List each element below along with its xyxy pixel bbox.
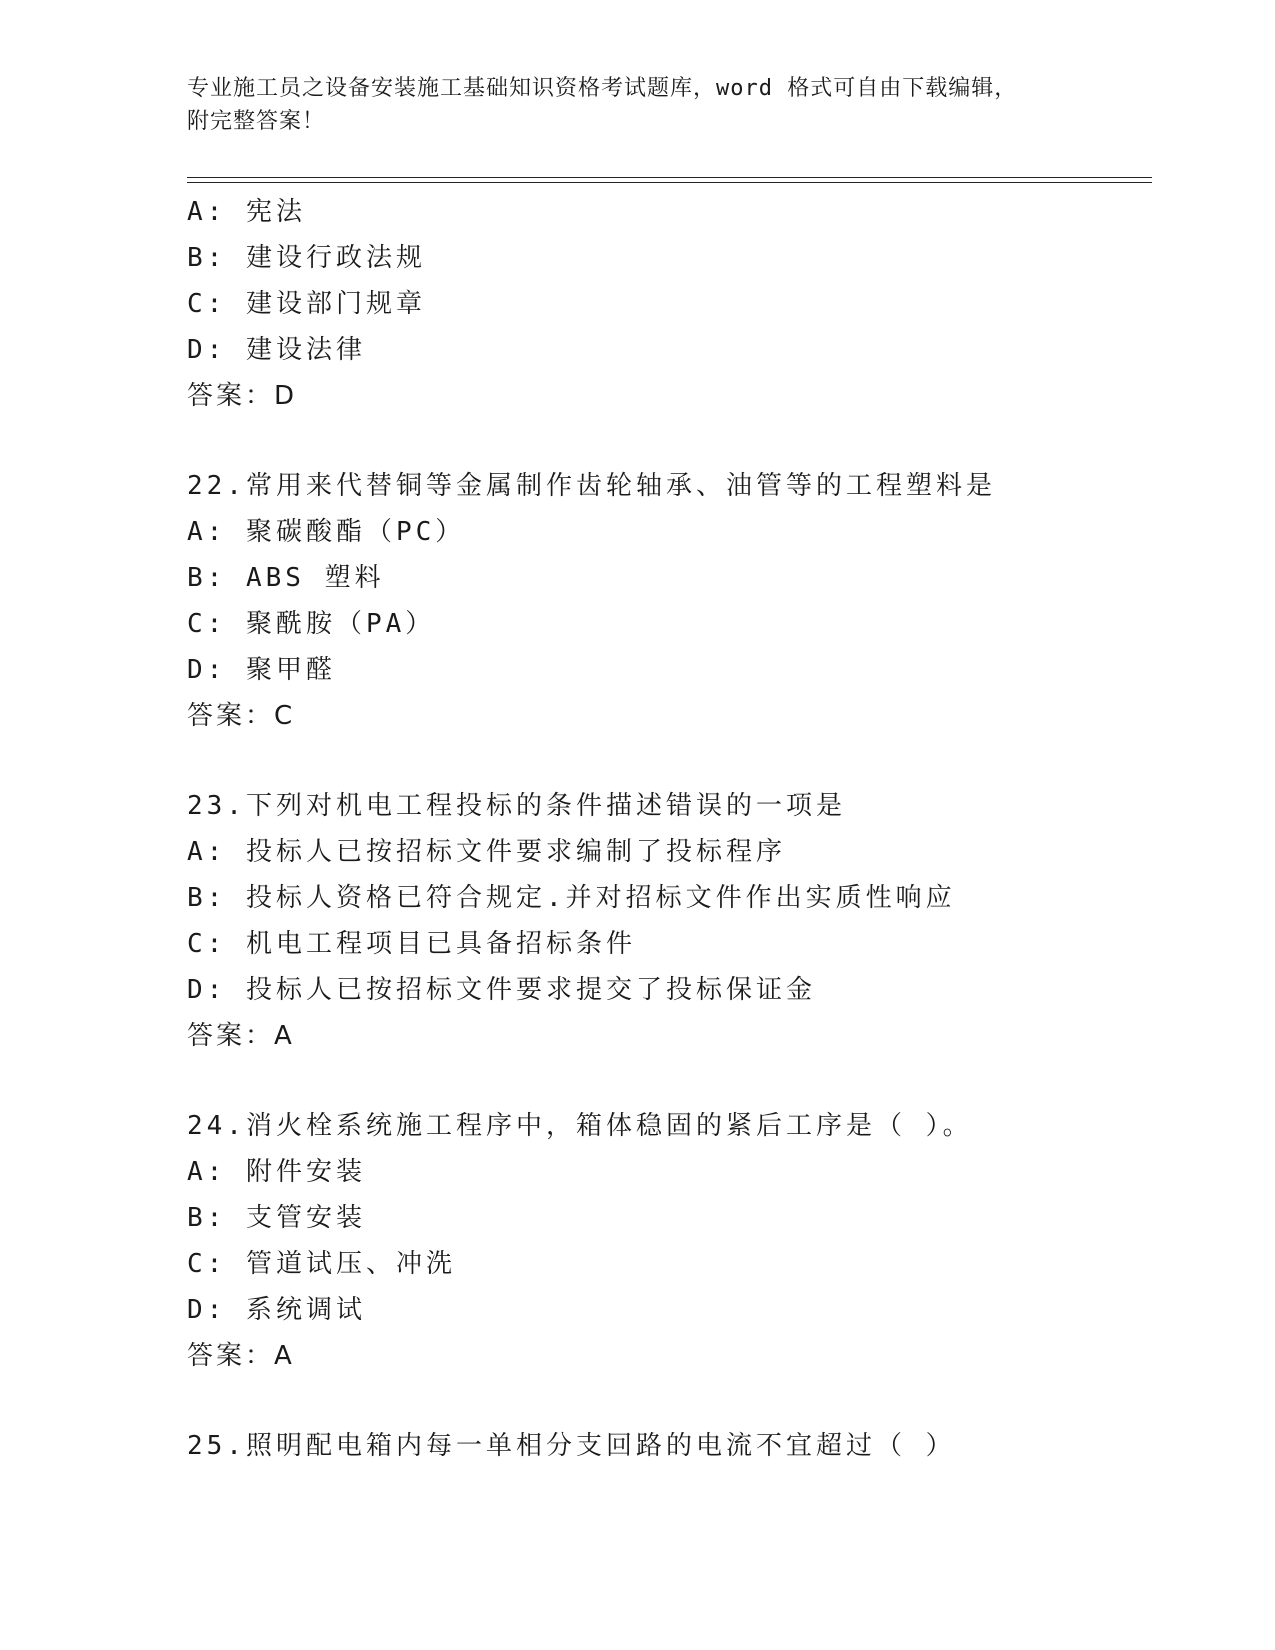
header-line-1: 专业施工员之设备安装施工基础知识资格考试题库，word 格式可自由下载编辑， bbox=[187, 76, 1018, 101]
option-a: A: 聚碳酸酯（PC） bbox=[187, 517, 466, 547]
option-c: C: 建设部门规章 bbox=[187, 289, 426, 319]
question-list bbox=[187, 189, 1167, 1469]
option-a: A: 宪法 bbox=[187, 197, 306, 227]
question-block bbox=[187, 463, 1167, 739]
option-b: B: 建设行政法规 bbox=[187, 243, 426, 273]
option-d: D: 建设法律 bbox=[187, 335, 366, 365]
option-d: D: 聚甲醛 bbox=[187, 655, 336, 685]
option-c: C: 管道试压、冲洗 bbox=[187, 1249, 456, 1279]
question-text: 22.常用来代替铜等金属制作齿轮轴承、油管等的工程塑料是 bbox=[187, 471, 996, 501]
question-block bbox=[187, 189, 1167, 419]
answer-line: 答案：A bbox=[187, 1341, 295, 1371]
answer-line: 答案：C bbox=[187, 701, 296, 731]
header-line-2: 附完整答案！ bbox=[187, 109, 326, 134]
option-c: C: 聚酰胺（PA） bbox=[187, 609, 436, 639]
document-header bbox=[187, 72, 1087, 138]
question-block bbox=[187, 783, 1167, 1059]
option-d: D: 系统调试 bbox=[187, 1295, 366, 1325]
option-c: C: 机电工程项目已具备招标条件 bbox=[187, 929, 636, 959]
header-divider-bottom bbox=[187, 182, 1152, 183]
option-a: A: 附件安装 bbox=[187, 1157, 366, 1187]
option-b: B: 投标人资格已符合规定.并对招标文件作出实质性响应 bbox=[187, 883, 956, 913]
question-block bbox=[187, 1423, 1167, 1469]
question-block bbox=[187, 1103, 1167, 1379]
question-text: 24.消火栓系统施工程序中，箱体稳固的紧后工序是（ ）。 bbox=[187, 1111, 973, 1141]
question-text: 25.照明配电箱内每一单相分支回路的电流不宜超过（ ） bbox=[187, 1431, 956, 1461]
option-d: D: 投标人已按招标文件要求提交了投标保证金 bbox=[187, 975, 816, 1005]
answer-line: 答案：D bbox=[187, 381, 298, 411]
answer-line: 答案：A bbox=[187, 1021, 295, 1051]
option-b: B: ABS 塑料 bbox=[187, 563, 385, 593]
option-b: B: 支管安装 bbox=[187, 1203, 366, 1233]
header-divider-top bbox=[187, 177, 1152, 178]
option-a: A: 投标人已按招标文件要求编制了投标程序 bbox=[187, 837, 786, 867]
question-text: 23.下列对机电工程投标的条件描述错误的一项是 bbox=[187, 791, 846, 821]
